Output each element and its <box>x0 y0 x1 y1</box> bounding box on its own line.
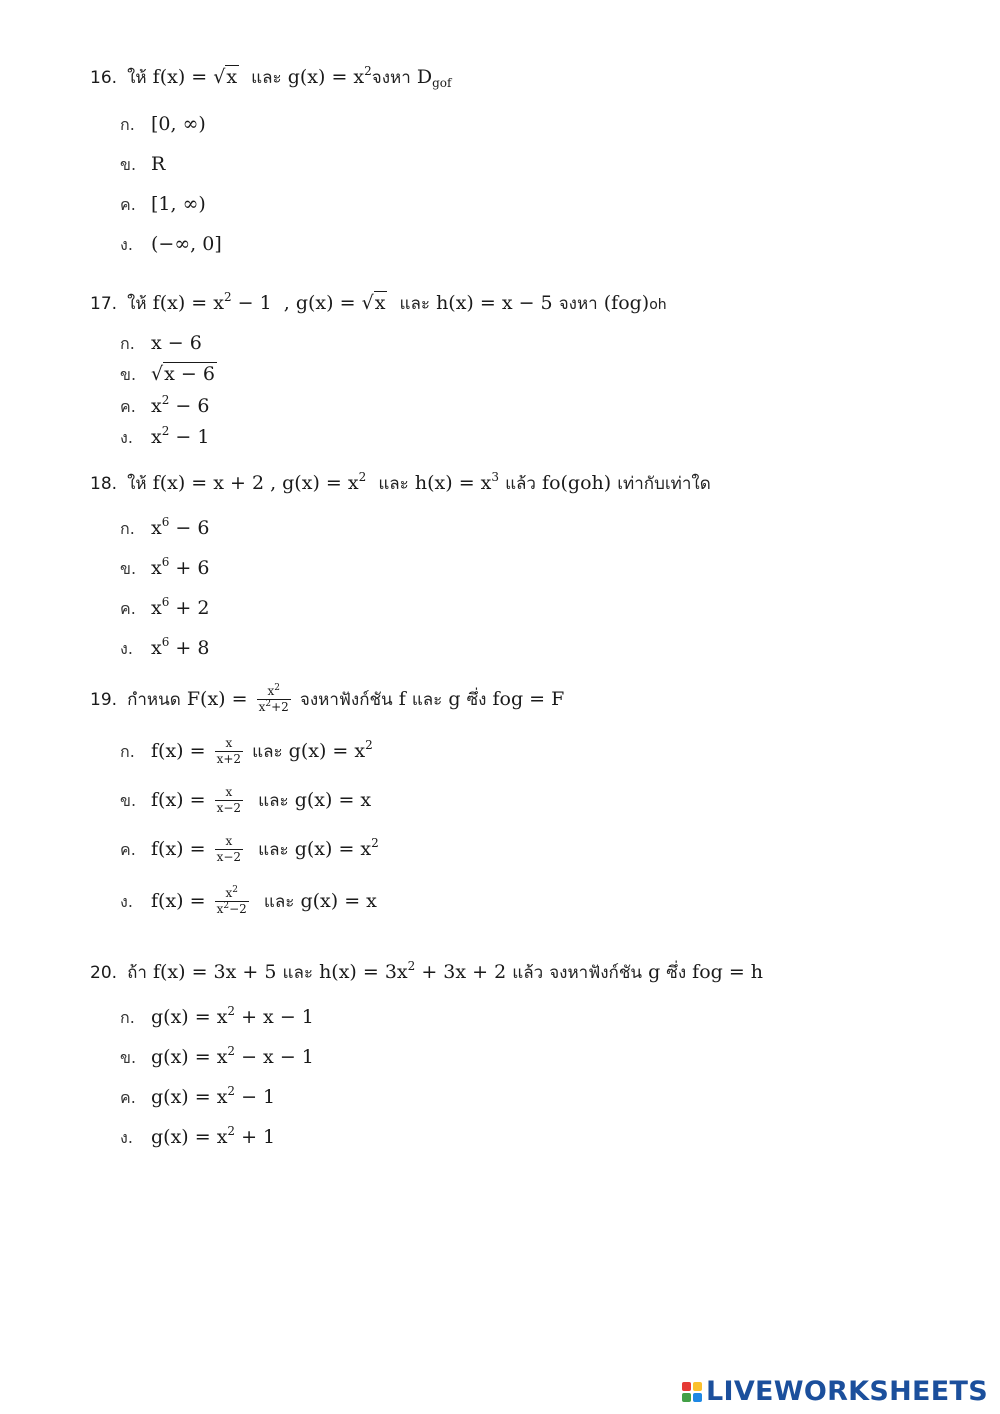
logo-square <box>682 1393 691 1402</box>
text: และ <box>258 790 289 811</box>
exponent: 2 <box>227 1124 236 1138</box>
math-text: f(x) = <box>151 739 206 762</box>
option-17-b <box>120 365 217 384</box>
sqrt: √x <box>213 66 238 88</box>
option-19-d <box>120 887 377 917</box>
math-text: g(x) = x <box>151 1046 228 1068</box>
math-text: + 3x + 2 <box>415 961 507 983</box>
exponent: 2 <box>161 424 170 438</box>
math-text: f(x) = <box>151 788 206 811</box>
option-label: ค. <box>120 397 136 416</box>
math-text: g(x) = x <box>151 1086 228 1108</box>
option-label: ข. <box>120 1048 137 1067</box>
text: และ <box>251 68 282 88</box>
math-text: x <box>225 886 233 900</box>
question-number: 19. <box>90 689 118 710</box>
text: และ <box>258 839 289 860</box>
denominator: x−2 <box>216 849 242 864</box>
question-number: 20. <box>90 963 118 983</box>
math-text: g(x) = x <box>151 1126 228 1148</box>
option-20-a <box>120 1004 314 1028</box>
math-text: x <box>258 699 266 714</box>
math-text: g(x) = x <box>294 788 372 811</box>
logo-square <box>682 1382 691 1391</box>
option-17-c <box>120 393 210 417</box>
option-19-a <box>120 737 373 767</box>
math-text: fo(goh) <box>542 472 612 494</box>
option-19-b <box>120 786 371 816</box>
sqrt: √x − 6 <box>151 363 215 385</box>
text: และ <box>411 689 443 710</box>
math-text: − 1 <box>237 292 278 314</box>
exponent: 2 <box>364 64 372 78</box>
math-text: + 8 <box>169 637 210 659</box>
exponent: 2 <box>358 470 367 484</box>
option-16-b <box>120 155 165 174</box>
math-text: h(x) = 3x <box>319 961 408 983</box>
math-text: x <box>151 517 162 539</box>
text: ซึ่ง <box>666 963 687 983</box>
option-label: ง. <box>120 639 133 658</box>
option-text: R <box>151 153 166 175</box>
text: oh <box>649 297 667 313</box>
math-text: − 6 <box>169 395 210 417</box>
option-label: ก. <box>120 115 135 134</box>
math-text: f(x) = x <box>152 292 224 314</box>
text: แล้ว <box>505 474 536 494</box>
text: ซึ่ง <box>466 689 487 710</box>
math-text: f <box>398 687 406 710</box>
exponent: 3 <box>491 470 500 484</box>
math-text: fog = F <box>492 687 565 710</box>
exponent: 2 <box>227 1004 236 1018</box>
text: และ <box>252 741 283 762</box>
option-18-b <box>120 555 210 579</box>
text: กำหนด <box>127 689 181 710</box>
option-16-d <box>120 235 222 254</box>
numerator <box>223 887 240 901</box>
math-text: fog = h <box>692 961 764 983</box>
text: ให้ <box>127 474 147 494</box>
option-label: ง. <box>120 1128 133 1147</box>
math-text: f(x) = <box>152 66 208 88</box>
math-text: f(x) = x + 2 , g(x) = x <box>152 472 359 494</box>
exponent: 6 <box>161 595 170 609</box>
math-text: g(x) = x <box>287 66 365 88</box>
fraction <box>257 685 291 715</box>
text: และ <box>263 891 295 912</box>
fraction <box>215 737 243 767</box>
exponent: 2 <box>365 737 373 752</box>
text: และ <box>282 963 314 983</box>
math-text: − x − 1 <box>235 1046 314 1068</box>
text: และ <box>399 294 431 314</box>
math-text: g(x) = x <box>151 1006 228 1028</box>
math-text: − 1 <box>235 1086 276 1108</box>
math-text: x <box>151 597 162 619</box>
numerator <box>265 685 282 699</box>
math-text: x <box>267 684 275 698</box>
radicand: x <box>226 66 238 88</box>
question-number: 16. <box>90 68 118 88</box>
fraction <box>215 835 243 865</box>
math-text: − 6 <box>169 517 210 539</box>
text: จงหา <box>558 294 598 314</box>
exponent: 2 <box>232 885 238 895</box>
text: ให้ <box>127 294 147 314</box>
option-label: ง. <box>120 428 133 447</box>
math-text: F(x) = <box>186 687 248 710</box>
question-20 <box>90 959 764 983</box>
exponent: 6 <box>161 635 170 649</box>
logo-square <box>693 1382 702 1391</box>
text: แล้ว <box>512 963 544 983</box>
exponent: 2 <box>223 290 232 304</box>
math-text: g <box>648 961 661 983</box>
exponent: 6 <box>161 555 170 569</box>
denominator: x+2 <box>216 751 242 766</box>
text: และ <box>378 474 409 494</box>
math-text: +2 <box>271 699 289 714</box>
math-text: −2 <box>229 901 247 916</box>
option-17-d <box>120 424 210 448</box>
math-text: g <box>448 687 461 710</box>
option-label: ข. <box>120 365 137 384</box>
option-text: x − 6 <box>151 332 202 354</box>
question-18 <box>90 470 711 494</box>
math-text: + x − 1 <box>235 1006 314 1028</box>
math-text: g(x) = x <box>294 837 372 860</box>
math-text: f(x) = 3x + 5 <box>152 961 277 983</box>
text: จงหาฟังก์ชัน <box>549 963 643 983</box>
exponent: 2 <box>223 900 230 911</box>
option-text: (−∞, 0] <box>151 233 222 255</box>
option-label: ก. <box>120 519 135 538</box>
math-text: x <box>216 901 224 916</box>
option-17-a <box>120 334 202 353</box>
math-text: f(x) = <box>151 889 206 912</box>
exponent: 2 <box>371 835 379 850</box>
option-label: ข. <box>120 155 137 174</box>
question-16 <box>90 64 452 90</box>
option-label: ค. <box>120 839 136 859</box>
option-18-c <box>120 595 210 619</box>
text: ถ้า <box>127 963 147 983</box>
question-number: 17. <box>90 294 118 314</box>
exponent: 2 <box>227 1084 236 1098</box>
option-label: ค. <box>120 195 136 214</box>
logo-mark-icon <box>682 1382 702 1402</box>
denominator <box>257 699 291 715</box>
option-label: ง. <box>120 235 133 254</box>
math-text: x <box>151 426 162 448</box>
question-17 <box>90 290 667 314</box>
exponent: 2 <box>274 683 280 693</box>
math-text: x <box>151 637 162 659</box>
option-18-d <box>120 635 210 659</box>
fraction <box>215 887 249 917</box>
numerator: x <box>225 834 233 848</box>
option-16-c <box>120 195 206 214</box>
option-20-d <box>120 1124 276 1148</box>
math-text: − 1 <box>169 426 210 448</box>
option-label: ก. <box>120 1008 135 1027</box>
math-text: g(x) = x <box>288 739 366 762</box>
radicand: x − 6 <box>164 363 215 385</box>
question-19 <box>90 685 564 715</box>
exponent: 6 <box>161 515 170 529</box>
option-20-b <box>120 1044 314 1068</box>
denominator: x−2 <box>216 800 242 815</box>
numerator: x <box>225 736 233 750</box>
exponent: 2 <box>407 959 416 973</box>
sqrt: √x <box>361 292 386 314</box>
exponent: 2 <box>161 393 170 407</box>
option-label: ค. <box>120 599 136 618</box>
math-text: h(x) = x <box>414 472 492 494</box>
option-19-c <box>120 835 379 865</box>
option-label: ข. <box>120 790 137 810</box>
math-text: (fog) <box>603 292 650 314</box>
exponent: 2 <box>265 698 272 709</box>
math-text: x <box>151 395 162 417</box>
subscript: gof <box>432 76 452 90</box>
math-text: + 2 <box>169 597 210 619</box>
option-label: ค. <box>120 1088 136 1107</box>
fraction <box>215 786 243 816</box>
option-text: [1, ∞) <box>151 193 206 215</box>
math-text: g(x) = x <box>300 889 377 912</box>
math-text: D <box>416 66 433 88</box>
denominator <box>215 901 249 917</box>
math-text: + 6 <box>169 557 210 579</box>
option-label: ก. <box>120 741 135 761</box>
option-label: ก. <box>120 334 135 353</box>
text: เท่ากับเท่าใด <box>617 474 711 494</box>
option-text: [0, ∞) <box>151 113 206 135</box>
option-label: ข. <box>120 559 137 578</box>
math-text: h(x) = x − 5 <box>436 292 553 314</box>
text: จงหา <box>371 68 411 88</box>
math-text: f(x) = <box>151 837 206 860</box>
math-text: x <box>151 557 162 579</box>
option-label: ง. <box>120 891 133 911</box>
numerator: x <box>225 785 233 799</box>
logo-text: LIVEWORKSHEETS <box>705 1376 988 1407</box>
text: ให้ <box>127 68 147 88</box>
question-number: 18. <box>90 474 118 494</box>
logo-square <box>693 1393 702 1402</box>
exponent: 2 <box>227 1044 236 1058</box>
math-text: + 1 <box>235 1126 276 1148</box>
option-20-c <box>120 1084 276 1108</box>
option-18-a <box>120 515 210 539</box>
liveworksheets-logo <box>682 1376 988 1407</box>
option-16-a <box>120 115 206 134</box>
radicand: x <box>374 292 386 314</box>
math-text: , g(x) = <box>283 292 356 314</box>
text: จงหาฟังก์ชัน <box>299 689 393 710</box>
